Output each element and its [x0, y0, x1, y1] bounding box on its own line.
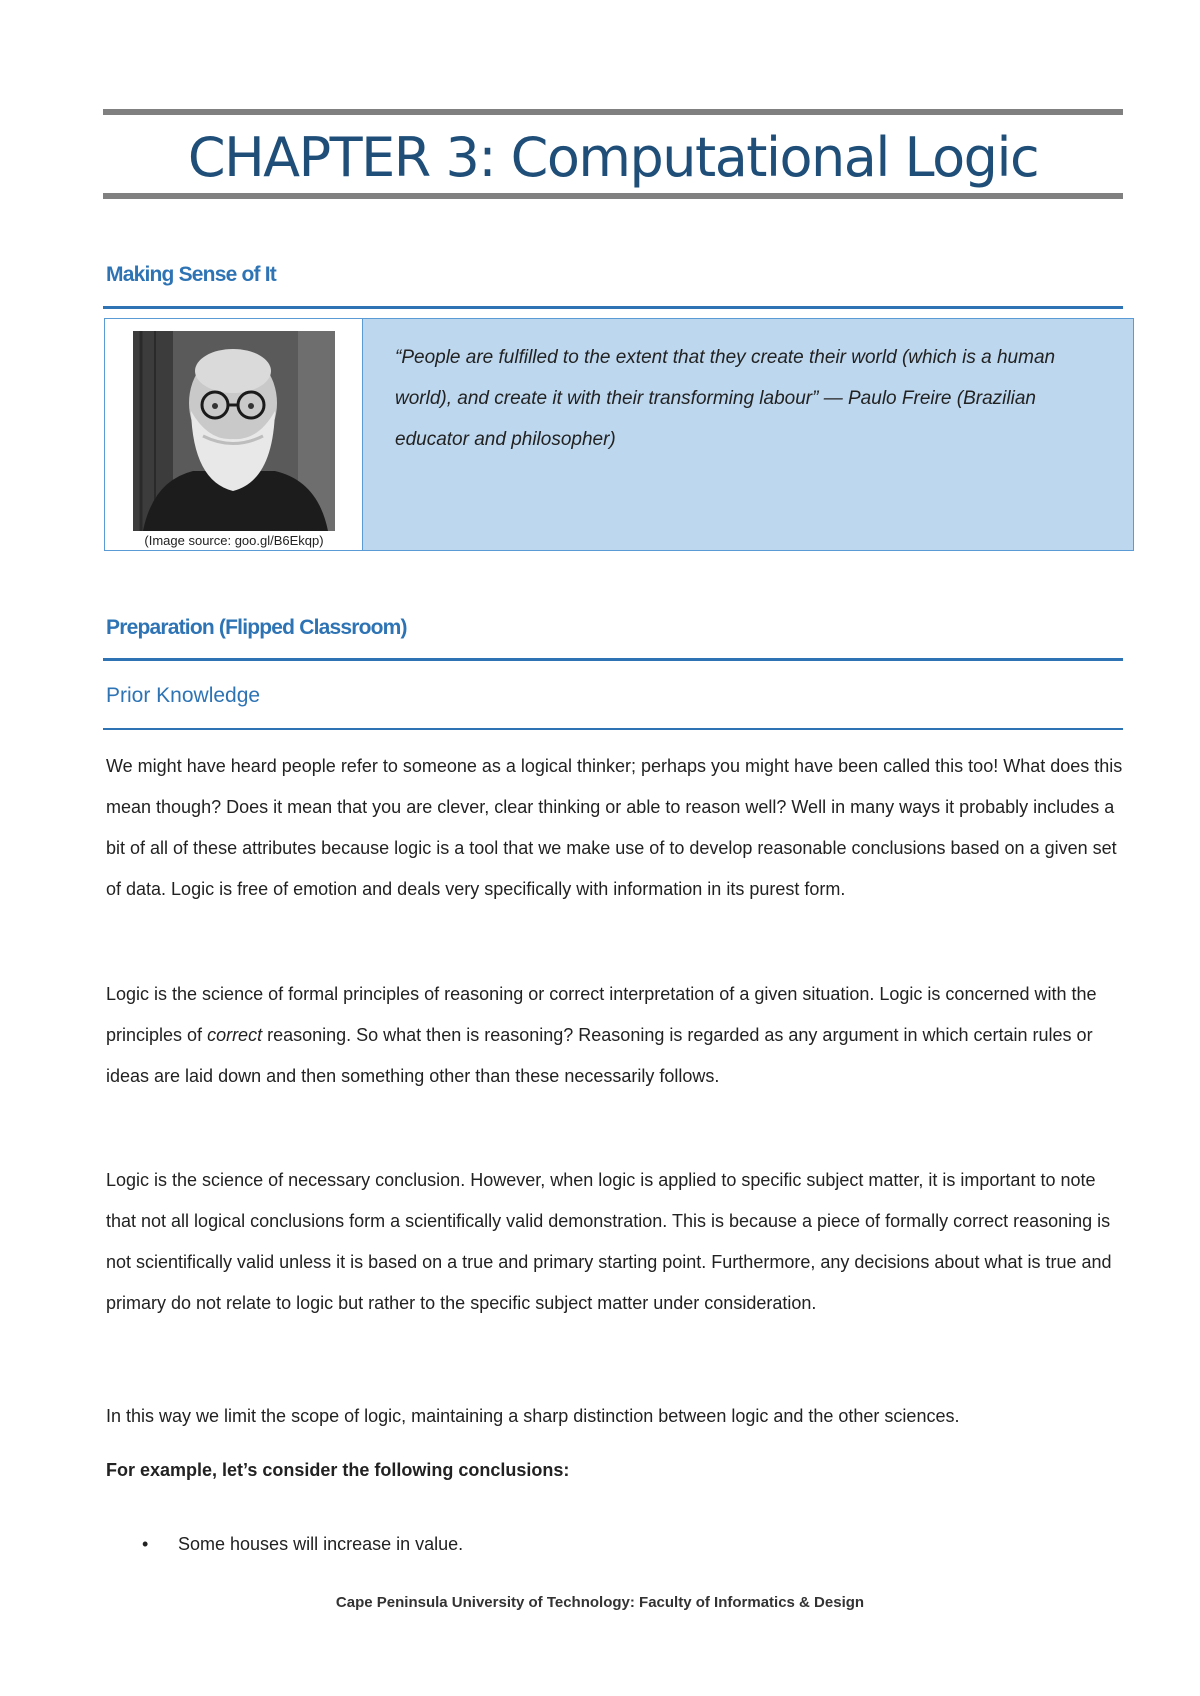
paragraph-1: We might have heard people refer to someone as a logical thinker; perhaps you might have been called this too! What does this mean though? Does it mean that you are clever, clear thinking or able to reason well? Well in many ways it probably includes a bit of all of these attributes because logic is a tool that we make use of to develop reasonable conclusions based on a given set of data. Logic is free of emotion and deals very specifically with information in its purest form. [106, 756, 1123, 899]
example-intro: For example, let’s consider the following conclusions: [106, 1460, 570, 1480]
quote-image-cell [105, 319, 363, 550]
bullet-icon: • [142, 1534, 149, 1554]
paragraph-2-emphasis: correct [207, 1025, 263, 1045]
subheading-prior-knowledge: Prior Knowledge [106, 684, 261, 707]
list-item [106, 1524, 463, 1565]
portrait-photo [133, 331, 335, 531]
page-footer: Cape Peninsula University of Technology: Faculty of Informatics & Design [335, 1594, 865, 1611]
quote-table [104, 318, 1134, 551]
paragraph-3: Logic is the science of necessary conclusion. However, when logic is applied to specific subject matter, it is important to note that not all logical conclusions form a scientifically valid demonstration. This is because a piece of formally correct reasoning is not scientifically valid unless it is based on a true and primary starting point. Furthermore, any decisions about what is true and primary do not relate to logic but rather to the specific subject matter under consideration. [106, 1170, 1112, 1313]
heading-making-sense: Making Sense of It [106, 263, 276, 286]
paragraph-2-text-start: Logic is the science of formal principles of reasoning or correct interpretation of a given situation. Logic is concerned with the principles of [106, 984, 1097, 1045]
quote-text: “People are fulfilled to the extent that they create their world (which is a human world), and create it with their transforming labour” — Paulo Freire (Brazilian educator and philosopher) [395, 347, 1056, 450]
paragraph-2 [106, 974, 1126, 1097]
paragraph-2-text-end: reasoning. So what then is reasoning? Reasoning is regarded as any argument in which certain rules or ideas are laid down and then something other than these necessarily follows. [106, 1025, 1093, 1086]
title-bottom-rule [103, 193, 1123, 199]
list-item-text: Some houses will increase in value. [178, 1534, 464, 1554]
heading-preparation: Preparation (Flipped Classroom) [106, 616, 407, 639]
subheading-rule [103, 728, 1123, 730]
heading-making-sense-rule [103, 306, 1123, 309]
chapter-title: CHAPTER 3: Computational Logic [187, 126, 1039, 189]
title-top-rule [103, 109, 1123, 115]
heading-preparation-rule [103, 658, 1123, 661]
image-source-caption: (Image source: goo.gl/B6Ekqp) [144, 533, 324, 548]
paragraph-4: In this way we limit the scope of logic, maintaining a sharp distinction between logic and the other sciences. [106, 1406, 960, 1426]
quote-text-cell [363, 319, 1133, 550]
conclusion-list [106, 1524, 463, 1565]
